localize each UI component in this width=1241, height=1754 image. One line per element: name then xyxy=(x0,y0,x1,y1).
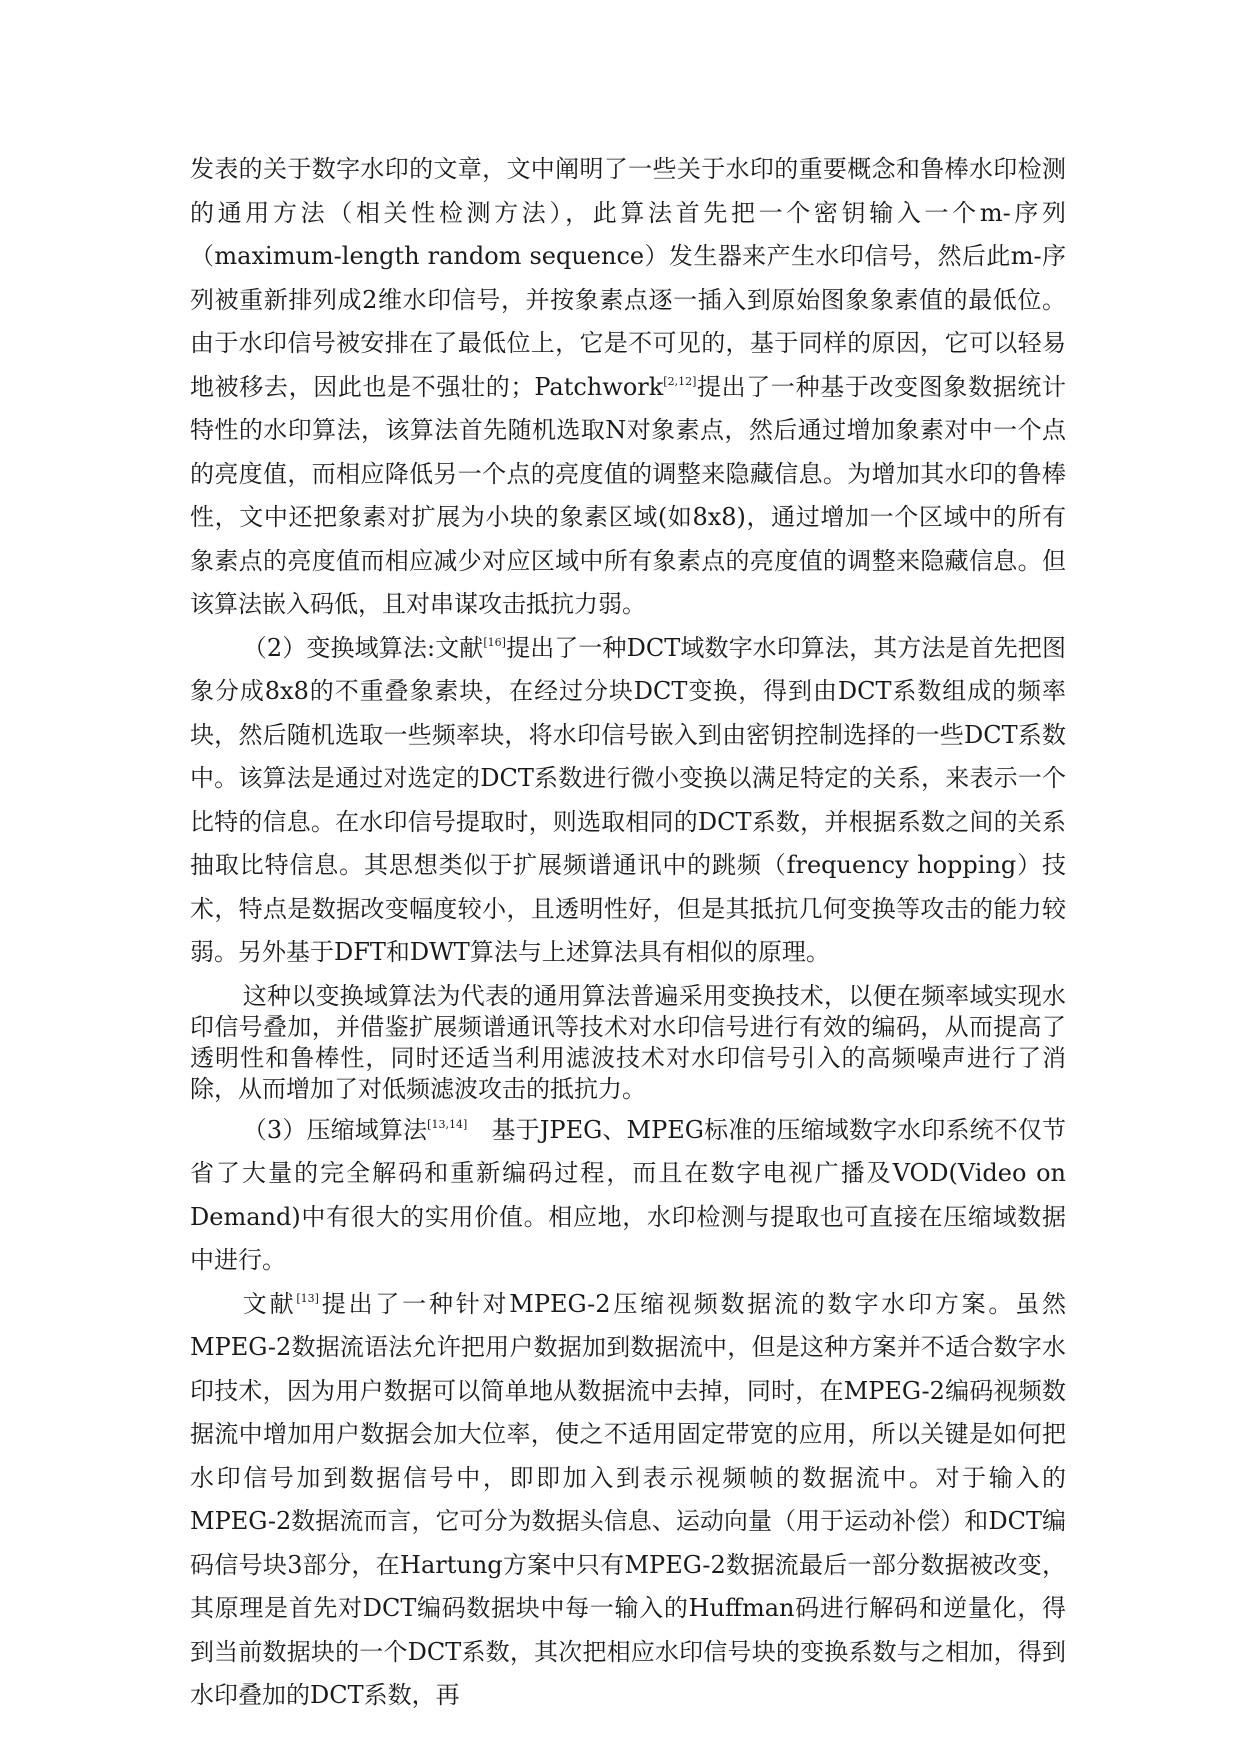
text-run: 基于JPEG、MPEG标准的压缩域数字水印系统不仅节省了大量的完全解码和重新编码过程，而且在数字电视广播及VOD(Video on Demand)中有很大的实用价值。相应地，水印检测与提取也可直接在压缩域数据中进行。 xyxy=(190,1115,1066,1274)
text-run: 发表的关于数字水印的文章，文中阐明了一些关于水印的重要概念和鲁棒水印检测的通用方法（相关性检测方法），此算法首先把一个密钥输入一个m-序列（maximum-length random sequence）发生器来产生水印信号，然后此m-序列被重新排列成2维水印信号，并按象素点逐一插入到原始图象象素值的最低位。由于水印信号被安排在了最低位上，它是不可见的，基于同样的原因，它可以轻易地被移去，因此也是不强壮的；Patchwork xyxy=(190,155,1066,401)
body-text xyxy=(190,148,1066,1718)
paragraph-mpeg2-scheme xyxy=(190,1283,1066,1718)
paragraph-transform-domain xyxy=(190,627,1066,975)
text-run: 提出了一种DCT域数字水印算法，其方法是首先把图象分成8x8的不重叠象素块，在经过分块DCT变换，得到由DCT系数组成的频率块，然后随机选取一些频率块，将水印信号嵌入到由密钥控制选择的一些DCT系数中。该算法是通过对选定的DCT系数进行微小变换以满足特定的关系，来表示一个比特的信息。在水印信号提取时，则选取相同的DCT系数，并根据系数之间的关系抽取比特信息。其思想类似于扩展频谱通讯中的跳频（frequency hopping）技术，特点是数据改变幅度较小，且透明性好，但是其抵抗几何变换等攻击的能力较弱。另外基于DFT和DWT算法与上述算法具有相似的原理。 xyxy=(190,633,1066,966)
text-run: （2）变换域算法:文献 xyxy=(242,633,484,662)
citation-ref: [13] xyxy=(296,1291,319,1305)
text-run: 这种以变换域算法为代表的通用算法普遍采用变换技术，以便在频率域实现水印信号叠加，并借鉴扩展频谱通讯等技术对水印信号进行有效的编码，从而提高了透明性和鲁棒性，同时还适当利用滤波技术对水印信号引入的高频噪声进行了消除，从而增加了对低频滤波攻击的抵抗力。 xyxy=(190,981,1066,1103)
paragraph-lsb-patchwork xyxy=(190,148,1066,627)
text-run: 提出了一种基于改变图象数据统计特性的水印算法，该算法首先随机选取N对象素点，然后通过增加象素对中一个点的亮度值，而相应降低另一个点的亮度值的调整来隐藏信息。为增加其水印的鲁棒性，文中还把象素对扩展为小块的象素区域(如8x8)，通过增加一个区域中的所有象素点的亮度值而相应减少对应区域中所有象素点的亮度值的调整来隐藏信息。但该算法嵌入码低，且对串谋攻击抵抗力弱。 xyxy=(190,372,1066,618)
text-run: 文献 xyxy=(242,1289,297,1318)
citation-ref: [16] xyxy=(483,635,506,649)
paragraph-compressed-domain xyxy=(190,1109,1066,1283)
paragraph-transform-summary xyxy=(190,981,1066,1105)
citation-ref: [2,12] xyxy=(663,374,697,388)
text-run: 提出了一种针对MPEG-2压缩视频数据流的数字水印方案。虽然MPEG-2数据流语法允许把用户数据加到数据流中，但是这种方案并不适合数字水印技术，因为用户数据可以简单地从数据流中去掉，同时，在MPEG-2编码视频数据流中增加用户数据会加大位率，使之不适用固定带宽的应用，所以关键是如何把水印信号加到数据信号中，即即加入到表示视频帧的数据流中。对于输入的MPEG-2数据流而言，它可分为数据头信息、运动向量（用于运动补偿）和DCT编码信号块3部分，在Hartung方案中只有MPEG-2数据流最后一部分数据被改变，其原理是首先对DCT编码数据块中每一输入的Huffman码进行解码和逆量化，得到当前数据块的一个DCT系数，其次把相应水印信号块的变换系数与之相加，得到水印叠加的DCT系数，再 xyxy=(190,1289,1066,1709)
citation-ref: [13,14] xyxy=(427,1117,468,1131)
text-run: （3）压缩域算法 xyxy=(242,1115,428,1144)
